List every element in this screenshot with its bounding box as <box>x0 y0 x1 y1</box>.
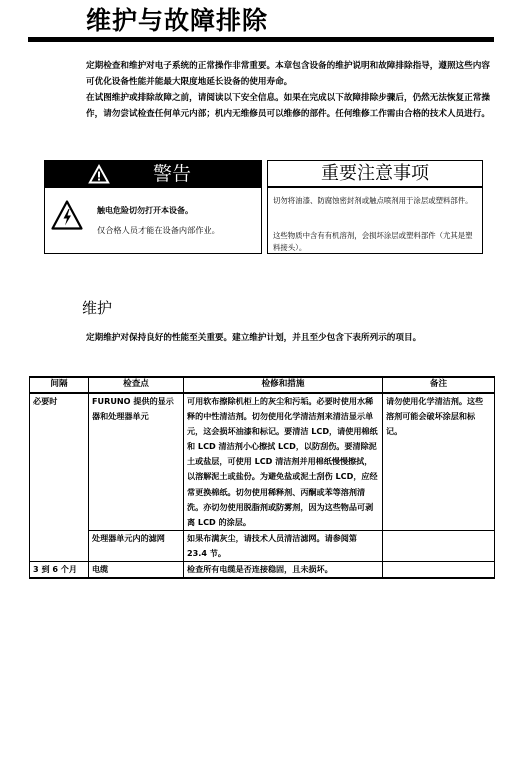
table-row <box>30 393 495 530</box>
header-action: 检修和措施 <box>184 377 383 393</box>
warning-header <box>45 161 261 188</box>
notice-paragraph-1: 切勿将油漆、防腐蚀密封剂或触点喷剂用于涂层或塑料部件。 <box>273 196 473 205</box>
header-remarks: 备注 <box>383 377 495 393</box>
cell-remarks <box>383 530 495 561</box>
notice-title: 重要注意事项 <box>268 161 482 188</box>
warning-line-2: 仅合格人员才能在设备内部作业。 <box>97 225 220 235</box>
cell-check-point: FURUNO 提供的显示器和处理器单元 <box>89 393 184 530</box>
maintenance-table <box>29 376 495 579</box>
cell-remarks <box>383 562 495 579</box>
header-interval: 间隔 <box>30 377 89 393</box>
cell-check-point: 处理器单元内的滤网 <box>89 530 184 561</box>
table-row <box>30 530 495 561</box>
warning-line-1: 触电危险切勿打开本设备。 <box>97 206 193 215</box>
intro-text <box>86 58 494 122</box>
cell-action: 可用软布擦除机柜上的灰尘和污垢。必要时使用水稀释的中性清洁剂。切勿使用化学清洁剂来清洁显示单元，这会损坏油漆和标记。要清洁 LCD，请使用棉纸和 LCD 清洁剂小心擦拭 LCD，以防刮伤。要清除泥土或盐层，可使用 LCD 清洁剂并用棉纸慢慢擦拭，以溶解泥土或盐份。为避免盐或泥土刮伤 LCD，应经常更换棉纸。切勿使用稀释剂、丙酮或苯等溶剂清洗。亦切勿使用脱脂剂或防雾剂，因为这些物品可剥离 LCD 的涂层。 <box>184 393 383 530</box>
section-intro: 定期维护对保持良好的性能至关重要。建立维护计划，并且至少包含下表所列示的项目。 <box>86 333 422 343</box>
cell-interval <box>30 530 89 561</box>
section-heading: 维护 <box>82 299 113 317</box>
intro-paragraph-2: 在试图维护或排除故障之前，请阅读以下安全信息。如果在完成以下故障排除步骤后，仍然无法恢复正常操作，请勿尝试检查任何单元内部；机内无维修员可以维修的部件。任何维修工作需由合格的技术人员进行。 <box>86 93 490 119</box>
warning-box <box>44 160 262 254</box>
cell-interval: 必要时 <box>30 393 89 530</box>
cell-interval: 3 到 6 个月 <box>30 562 89 579</box>
cell-action: 如果布满灰尘，请技术人员清洁滤网。请参阅第 23.4 节。 <box>184 530 383 561</box>
electric-shock-icon <box>51 200 83 230</box>
table-row <box>30 562 495 579</box>
notice-paragraph-2: 这些物质中含有有机溶剂，会损坏涂层或塑料部件（尤其是塑料接头）。 <box>273 231 473 252</box>
warning-title: 警告 <box>153 163 192 185</box>
cell-action: 检查所有电缆是否连接稳固，且未损坏。 <box>184 562 383 579</box>
cell-check-point: 电缆 <box>89 562 184 579</box>
page-title: 维护与故障排除 <box>86 6 269 35</box>
notice-box <box>267 160 483 254</box>
header-check-point: 检查点 <box>89 377 184 393</box>
warning-triangle-icon <box>88 163 110 185</box>
intro-paragraph-1: 定期检查和维护对电子系统的正常操作非常重要。本章包含设备的维护说明和故障排除指导，遵照这些内容可优化设备性能并能最大限度地延长设备的使用寿命。 <box>86 61 490 87</box>
title-rule <box>28 37 494 42</box>
table-header-row <box>30 377 495 393</box>
cell-remarks: 请勿使用化学清洁剂。这些溶剂可能会破坏涂层和标记。 <box>383 393 495 530</box>
